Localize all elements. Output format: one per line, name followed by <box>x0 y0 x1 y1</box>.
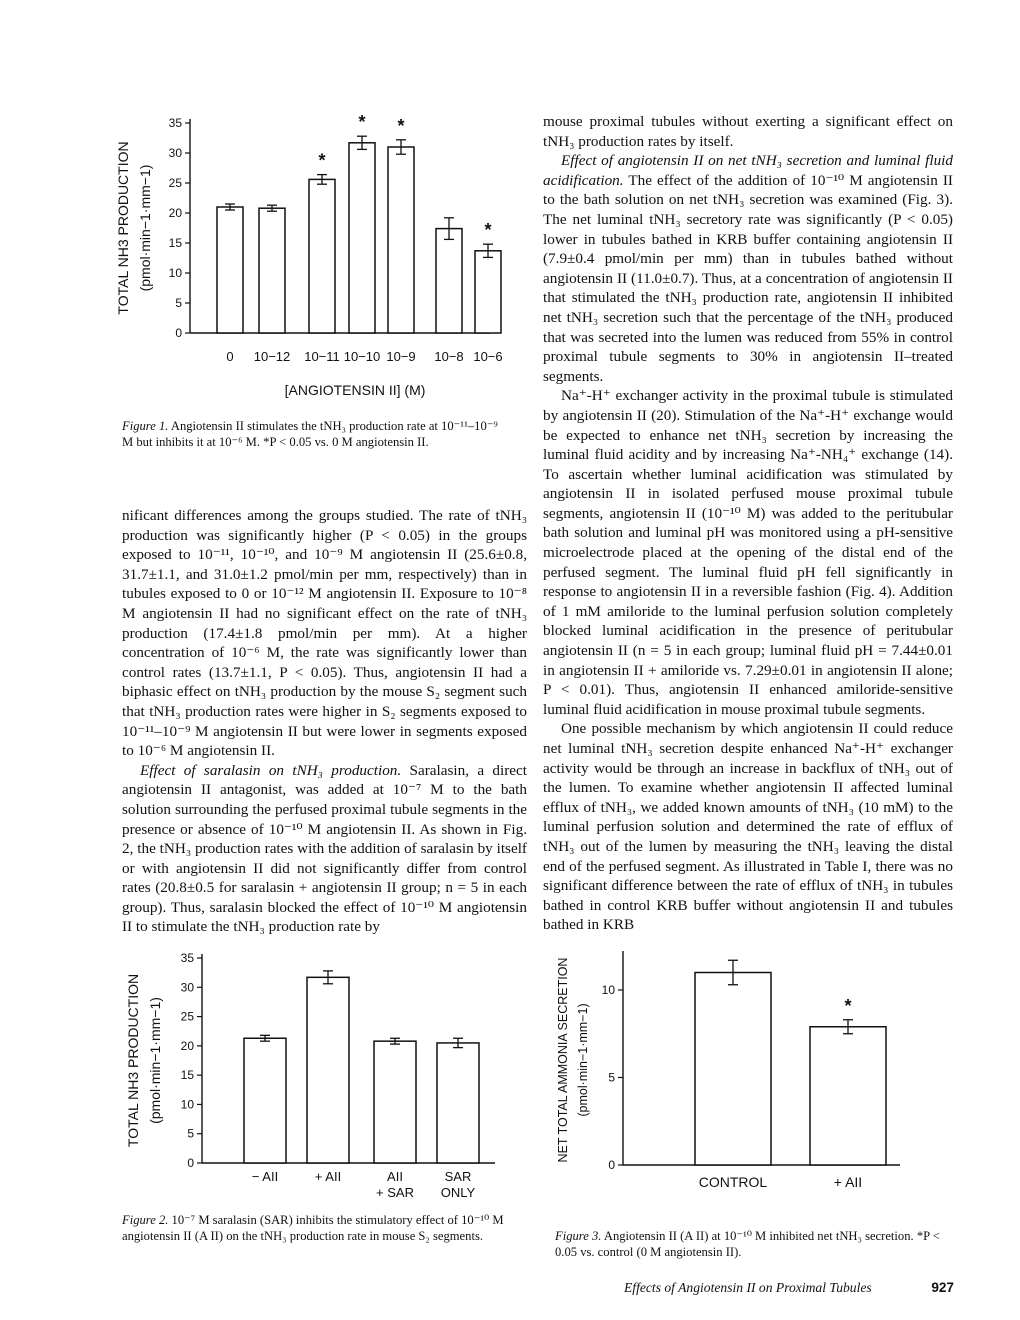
fig2-category-label: AII <box>387 1169 403 1184</box>
fig3-bar <box>695 973 771 1166</box>
fig2-category-label: + AII <box>314 1169 342 1184</box>
figure-2-caption-label: Figure 2. <box>122 1213 169 1227</box>
right-paragraph-2: Na⁺-H⁺ exchanger activity in the proximal tubule is stimulated by angiotensin II (20). Stimulation of the Na⁺-H⁺ exchange would be expected to enhance net tNH₃ secretion by increasing the luminal fluid acidity and by increasing Na⁺-NH₄⁺ exchange (14). To ascertain whether luminal acidification was stimulated by angiotensin II in isolated perfused mouse proximal tubule segments, angiotensin II (10⁻¹⁰ M) was added to the peritubular bath solution and luminal pH was monitored using a pH-sensitive microelectrode placed at the opening of the distal end of the perfused segment. The luminal fluid pH fell significantly in response to angiotensin II in a reversible fashion (Fig. 4). Addition of 1 mM amiloride to the luminal perfusion solution completely blocked luminal acidification in the presence of peritubular angiotensin II (n = 5 in each group; luminal fluid pH = 7.44±0.01 in angiotensin II + amiloride vs. 7.29±0.01 in angiotensin II alone; P < 0.01). Thus, angiotensin II enhanced amiloride-sensitive luminal fluid acidification in mouse proximal tubule segments. <box>543 387 953 718</box>
fig2-category-label: − AII <box>251 1169 279 1184</box>
secretion-section-text: The effect of the addition of 10⁻¹⁰ M angiotensin II to the bath solution on net tNH₃ secretion was examined (Fig. 3). The net luminal tNH₃ secretory rate was significantly (P < 0.05) lower in tubules bathed in KRB buffer containing angiotensin II (7.9±0.4 pmol/min per mm) than in tubules bathed without angiotensin II (11.0±0.7). Thus, at a concentration of angiotensin II that stimulated the tNH₃ production rate, angiotensin II inhibited net tNH₃ secretion such that the percentage of the tNH₃ produced that was secreted into the lumen was reduced from 55% in control proximal tubule segments to 30% in angiotensin II–treated segments. <box>543 171 953 385</box>
fig1-bar <box>349 143 375 333</box>
fig2-y-axis-label: TOTAL NH3 PRODUCTION (pmol·min−1·mm−1) <box>125 973 163 1148</box>
fig2-y-tick-label: 5 <box>187 1126 194 1141</box>
fig3-y-tick-label: 10 <box>601 983 615 997</box>
fig3-y-tick-label: 0 <box>608 1158 615 1172</box>
fig1-significance-marker: * <box>484 220 492 241</box>
right-paragraph-0: mouse proximal tubules without exerting a significant effect on tNH₃ production rates by itself. <box>543 113 953 150</box>
figure-1-caption-label: Figure 1. <box>122 419 169 433</box>
figure-1-caption <box>122 418 512 450</box>
fig2-bar <box>244 1038 286 1163</box>
saralasin-section-heading: Effect of saralasin on tNH₃ production. <box>140 761 402 779</box>
right-column-text <box>543 112 953 935</box>
secretion-section-heading: Effect of angiotensin II on net tNH₃ secretion and luminal fluid acidification. <box>543 152 953 189</box>
fig1-significance-marker: * <box>397 115 405 136</box>
fig2-y-tick-label: 30 <box>180 980 194 995</box>
fig1-category-label: 10−11 <box>304 349 340 364</box>
fig1-y-tick-label: 35 <box>168 116 182 130</box>
fig2-y-tick-label: 0 <box>187 1156 194 1170</box>
figure-3-chart <box>545 945 945 1210</box>
fig1-y-tick-label: 0 <box>175 326 182 340</box>
fig1-category-label: 0 <box>226 349 234 364</box>
fig1-y-axis-label: TOTAL NH3 PRODUCTION (pmol·min−1·mm−1) <box>115 141 153 315</box>
fig2-y-tick-label: 35 <box>180 951 194 965</box>
fig2-category-label: + SAR <box>376 1185 414 1200</box>
left-column-text <box>122 506 527 937</box>
fig1-category-label: 10−10 <box>343 349 381 364</box>
figure-2-chart <box>110 945 510 1210</box>
fig2-y-tick-label: 15 <box>180 1068 194 1083</box>
right-paragraph-3: One possible mechanism by which angiotensin II could reduce net luminal tNH₃ secretion despite enhanced Na⁺-H⁺ exchanger activity would be through an increase in backflux of tNH₃ out of the lumen. To examine whether angiotensin II affected luminal efflux of tNH₃, we added known amounts of tNH₃ (10 mM) to the luminal perfusion solution and determined the rate of efflux of tNH₃ out of the lumen by measuring the tNH₃ leaving the distal end of the perfused segment. As illustrated in Table I, there was no significant difference between the rate of efflux of tNH₃ in tubules bathed in control KRB buffer without angiotensin II and tubules bathed in KRB <box>543 720 953 934</box>
fig2-category-label: SAR <box>444 1169 472 1184</box>
left-paragraph-1: nificant differences among the groups studied. The rate of tNH₃ production was significantly higher (P < 0.05) in the groups exposed to 10⁻¹¹, 10⁻¹⁰, and 10⁻⁹ M angiotensin II (25.6±0.8, 31.7±1.1, and 31.0±1.2 pmol/min per mm, respectively) than in tubules exposed to 0 or 10⁻¹² M angiotensin II. Exposure to 10⁻⁸ M angiotensin II had no significant effect on the rate of tNH₃ production (17.4±1.8 pmol/min per mm). At a higher concentration of 10⁻⁶ M, the rate was significantly lower than control rates (13.7±1.1, P < 0.05). Thus, angiotensin II had a biphasic effect on tNH₃ production by the mouse S₂ segment such that tNH₃ production rates were higher in S₂ segments exposed to 10⁻¹¹–10⁻⁹ M angiotensin II but were lower in segments exposed to 10⁻⁶ M angiotensin II. <box>122 507 527 760</box>
fig1-y-tick-label: 30 <box>168 146 182 160</box>
page-footer <box>624 1280 954 1296</box>
fig1-bar <box>259 208 285 333</box>
fig3-y-axis-label: NET TOTAL AMMONIA SECRETION (pmol·min−1·mm−1) <box>556 957 590 1163</box>
fig2-y-tick-label: 20 <box>180 1038 194 1053</box>
figure-2-caption-text: 10⁻⁷ M saralasin (SAR) inhibits the stimulatory effect of 10⁻¹⁰ M angiotensin II (A II) on the tNH₃ production rate in mouse S₂ segments. <box>122 1213 504 1243</box>
fig3-bar <box>810 1027 886 1165</box>
fig1-y-tick-label: 10 <box>168 266 182 280</box>
running-title: Effects of Angiotensin II on Proximal Tubules <box>624 1280 872 1295</box>
fig1-category-label: 10−12 <box>253 349 291 364</box>
fig1-y-tick-label: 25 <box>168 176 182 190</box>
fig2-bar <box>437 1043 479 1163</box>
fig2-bar <box>374 1041 416 1163</box>
fig1-bar <box>388 147 414 333</box>
figure-3-caption-text: Angiotensin II (A II) at 10⁻¹⁰ M inhibited net tNH₃ secretion. *P < 0.05 vs. control (0 M angiotensin II). <box>555 1229 940 1259</box>
left-paragraph-2 <box>122 761 527 937</box>
fig1-y-tick-label: 15 <box>168 236 182 250</box>
fig1-y-tick-label: 20 <box>168 206 182 220</box>
figure-1-caption-text: Angiotensin II stimulates the tNH₃ production rate at 10⁻¹¹–10⁻⁹ M but inhibits it at 10⁻⁶ M. *P < 0.05 vs. 0 M angiotensin II. <box>122 419 498 449</box>
page-number: 927 <box>931 1280 954 1295</box>
fig2-y-tick-label: 25 <box>180 1009 194 1024</box>
fig3-significance-marker: * <box>844 995 852 1016</box>
fig3-category-label: CONTROL <box>698 1174 768 1190</box>
figure-1-chart <box>110 105 530 405</box>
fig2-bar <box>307 977 349 1163</box>
fig2-category-label: ONLY <box>440 1185 476 1200</box>
saralasin-section-text: Saralasin, a direct angiotensin II antagonist, was added at 10⁻⁷ M to the bath solution surrounding the perfused proximal tubule segments in the presence or absence of 10⁻¹⁰ M angiotensin II. As shown in Fig. 2, the tNH₃ production rates with the addition of saralasin by itself or with angiotensin II did not significantly differ from control rates (20.8±0.5 for saralasin + angiotensin II group; n = 5 in each group). Thus, saralasin blocked the effect of 10⁻¹⁰ M angiotensin II to stimulate the tNH₃ production rate by <box>122 761 528 936</box>
fig2-y-tick-label: 10 <box>180 1097 194 1112</box>
fig1-category-label: 10−8 <box>434 349 464 364</box>
figure-3-caption-label: Figure 3. <box>555 1229 602 1243</box>
figure-3-caption <box>555 1228 955 1260</box>
fig1-bar <box>436 229 462 333</box>
figure-2-caption <box>122 1212 522 1244</box>
fig1-x-axis-label: [ANGIOTENSIN II] (M) <box>284 382 426 398</box>
fig1-bar <box>309 179 335 333</box>
right-paragraph-1 <box>543 151 953 386</box>
fig1-significance-marker: * <box>318 150 326 171</box>
fig1-y-tick-label: 5 <box>175 296 182 310</box>
fig1-significance-marker: * <box>358 112 366 133</box>
fig3-y-tick-label: 5 <box>608 1070 615 1085</box>
fig1-bar <box>475 251 501 333</box>
fig3-category-label: + AII <box>833 1174 863 1190</box>
fig1-bar <box>217 207 243 333</box>
fig1-category-label: 10−9 <box>386 349 416 364</box>
fig1-category-label: 10−6 <box>473 349 503 364</box>
